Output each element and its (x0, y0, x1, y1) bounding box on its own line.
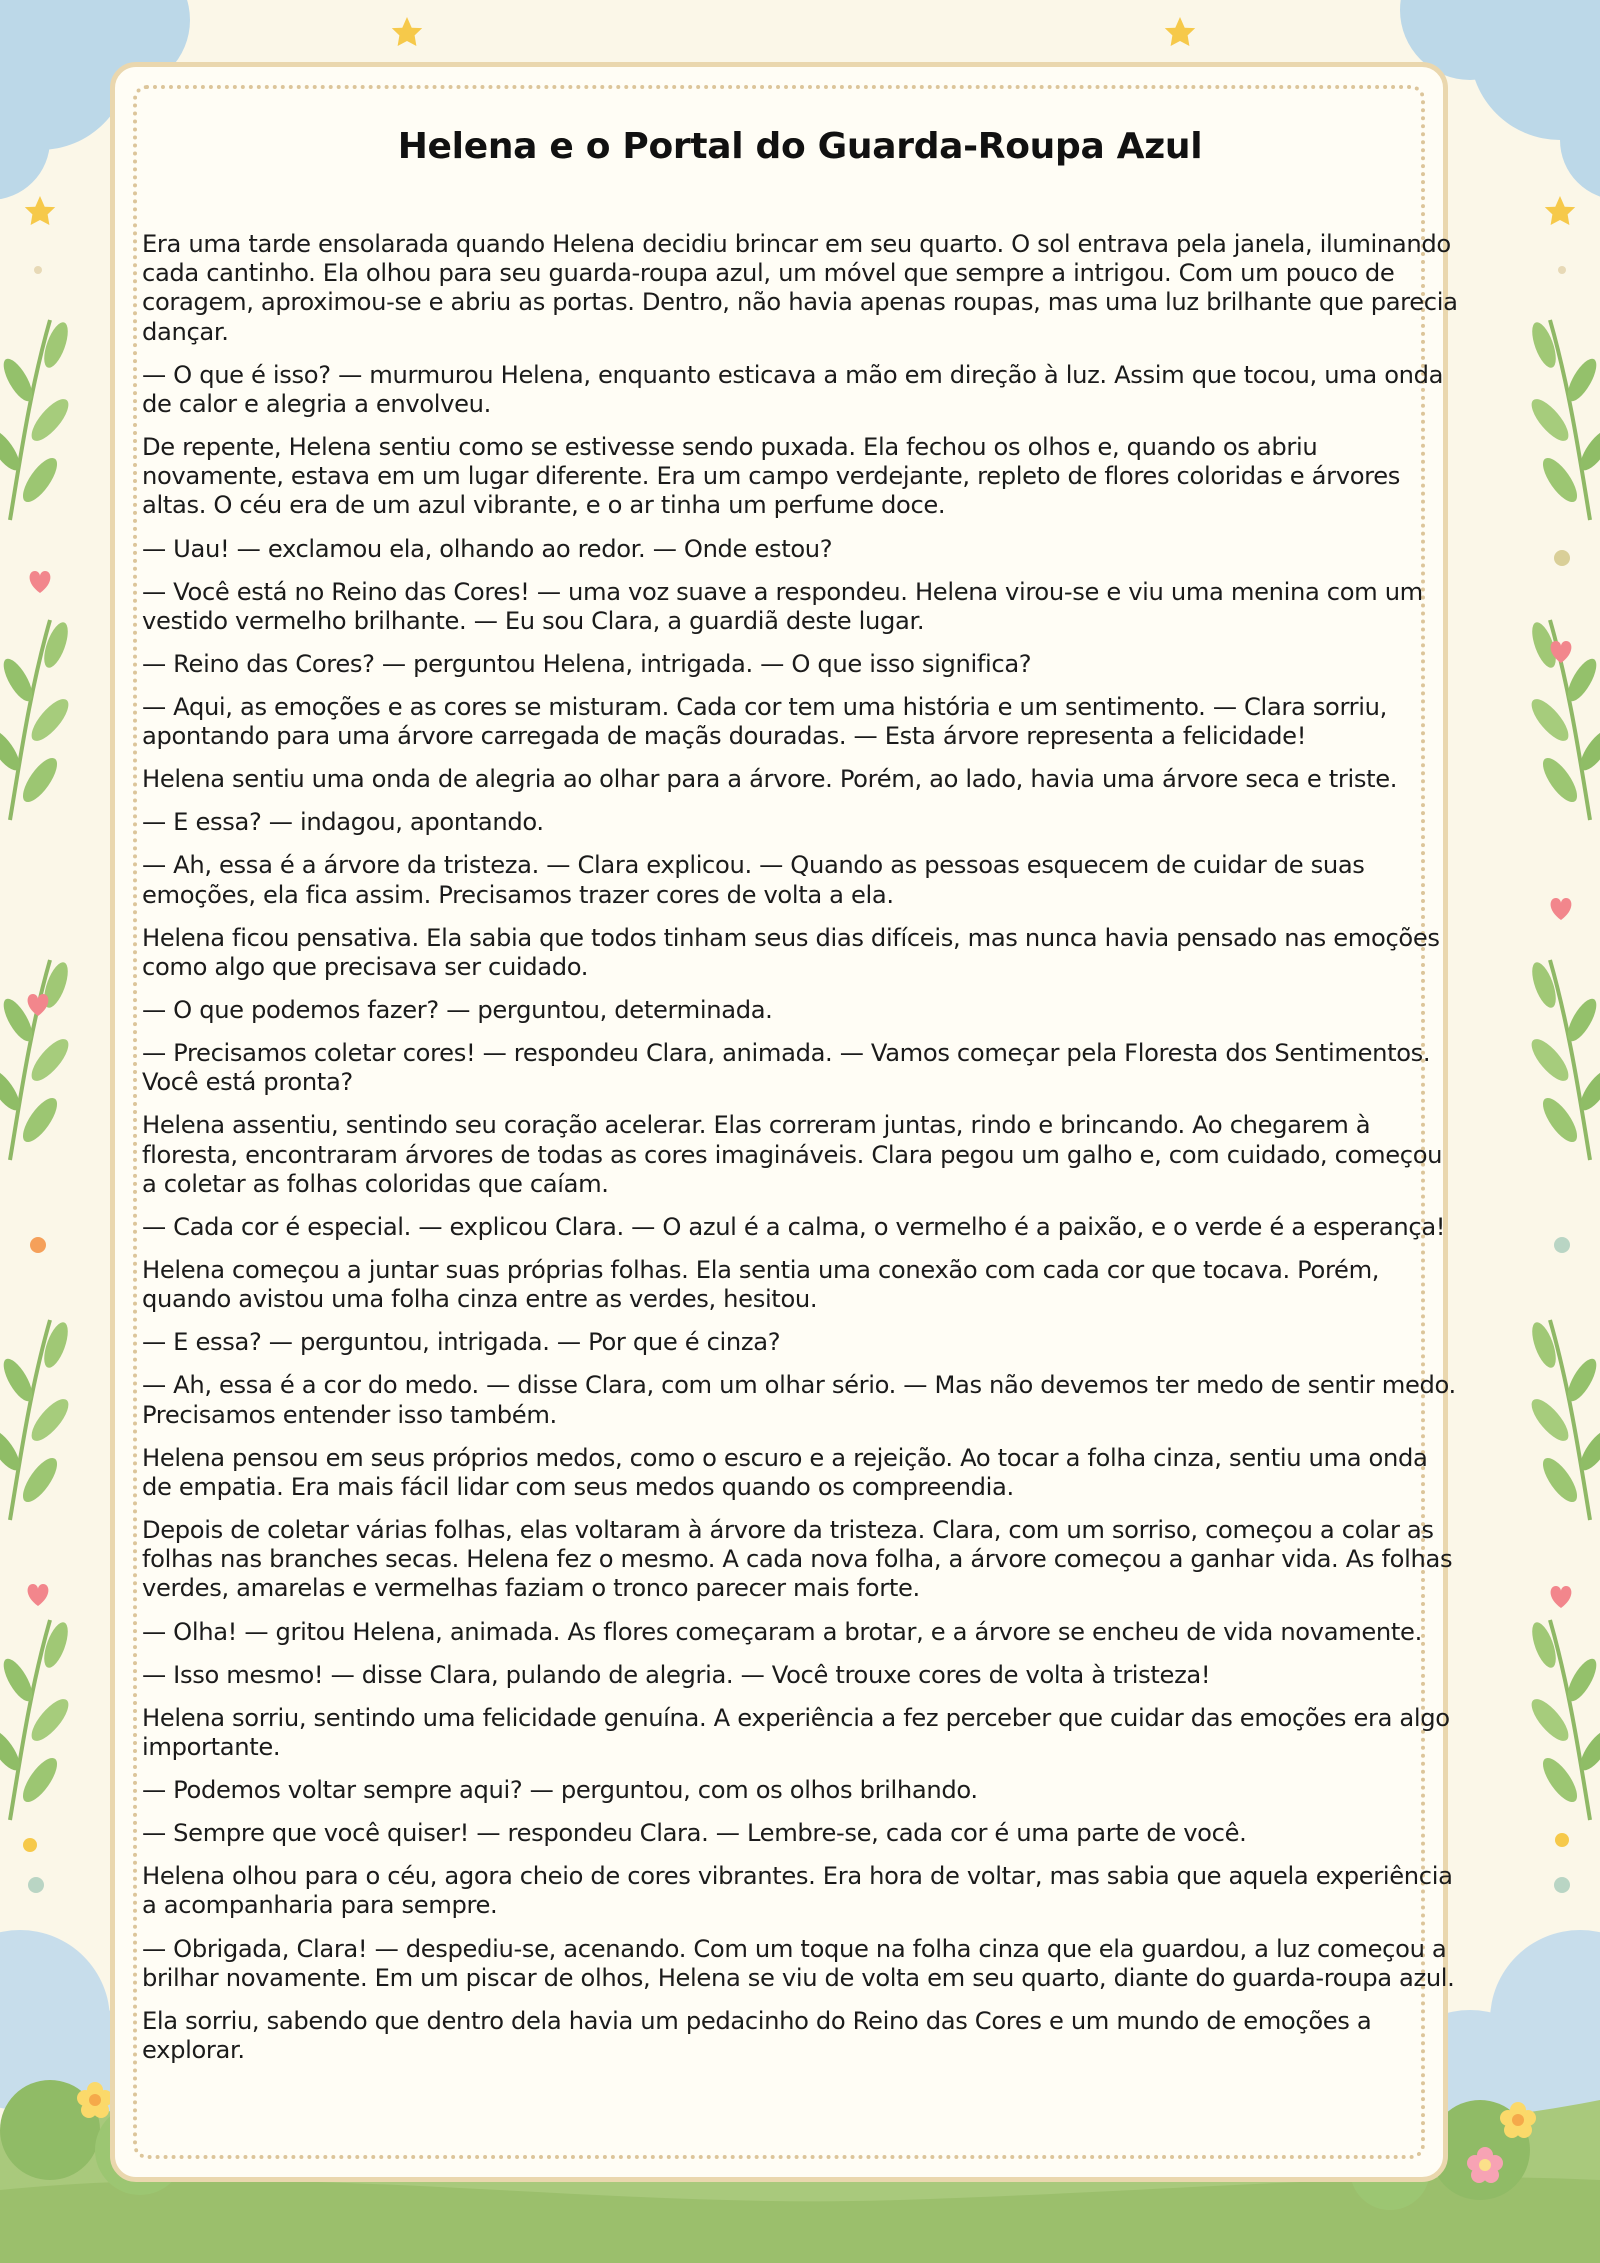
story-paragraph: — O que podemos fazer? — perguntou, determinada. (142, 996, 773, 1025)
story-paragraph: Era uma tarde ensolarada quando Helena decidiu brincar em seu quarto. O sol entrava pela janela, iluminando cada cantinho. Ela olhou para seu guarda-roupa azul, um móvel que sempre a intrigou. Com um pouco de coragem, aproximou-se e abriu as portas. Dentro, não havia apenas roupas, mas uma luz brilhante que parecia dançar. (142, 230, 1458, 346)
story-paragraph: Ela sorriu, sabendo que dentro dela havia um pedacinho do Reino das Cores e um mundo de emoções a explorar. (142, 2006, 1372, 2064)
story-paragraph: Depois de coletar várias folhas, elas voltaram à árvore da tristeza. Clara, com um sorriso, começou a colar as folhas nas branches secas. Helena fez o mesmo. A cada nova folha, a árvore começou a ganhar vida. As folhas verdes, amarelas e vermelhas faziam o tronco parecer mais forte. (142, 1516, 1453, 1603)
story-paragraph: Helena começou a juntar suas próprias folhas. Ela sentia uma conexão com cada cor que tocava. Porém, quando avistou uma folha cinza entre as verdes, hesitou. (142, 1256, 1380, 1314)
story-paragraph: Helena sentiu uma onda de alegria ao olhar para a árvore. Porém, ao lado, havia uma árvore seca e triste. (142, 765, 1398, 794)
story-body (142, 230, 1462, 2079)
story-paragraph: — Precisamos coletar cores! — respondeu Clara, animada. — Vamos começar pela Floresta dos Sentimentos. Você está pronta? (142, 1039, 1431, 1097)
story-paragraph: De repente, Helena sentiu como se estivesse sendo puxada. Ela fechou os olhos e, quando os abriu novamente, estava em um lugar diferente. Era um campo verdejante, repleto de flores coloridas e árvores altas. O céu era de um azul vibrante, e o ar tinha um perfume doce. (142, 433, 1400, 520)
story-paragraph: — Obrigada, Clara! — despediu-se, acenando. Com um toque na folha cinza que ela guardou, a luz começou a brilhar novamente. Em um piscar de olhos, Helena se viu de volta em seu quarto, diante do guarda-roupa azul. (142, 1934, 1455, 1992)
heart-icon (1551, 898, 1572, 920)
star-icon (1545, 196, 1575, 225)
story-paragraph: — Ah, essa é a cor do medo. — disse Clara, com um olhar sério. — Mas não devemos ter medo de sentir medo. Precisamos entender isso também. (142, 1371, 1456, 1429)
story-paragraph: Helena ficou pensativa. Ela sabia que todos tinham seus dias difíceis, mas nunca havia pensado nas emoções como algo que precisava ser cuidado. (142, 923, 1440, 981)
story-paragraph: — E essa? — perguntou, intrigada. — Por que é cinza? (142, 1328, 781, 1357)
story-paragraph: — Uau! — exclamou ela, olhando ao redor. — Onde estou? (142, 534, 833, 563)
star-icon (25, 196, 55, 225)
story-paragraph: — O que é isso? — murmurou Helena, enquanto esticava a mão em direção à luz. Assim que tocou, uma onda de calor e alegria a envolveu. (142, 360, 1444, 418)
leaf-branch-icon (1526, 1319, 1600, 1520)
star-icon (392, 17, 422, 46)
heart-icon (30, 571, 51, 593)
heart-icon (28, 994, 49, 1016)
story-title: Helena e o Portal do Guarda-Roupa Azul (397, 126, 1203, 167)
leaf-branch-icon (0, 319, 74, 520)
story-paragraph: — Isso mesmo! — disse Clara, pulando de alegria. — Você trouxe cores de volta à tristeza! (142, 1660, 1211, 1689)
story-paragraph: — Sempre que você quiser! — respondeu Clara. — Lembre-se, cada cor é uma parte de você. (142, 1819, 1247, 1848)
leaf-branch-icon (1526, 1619, 1600, 1820)
story-paragraph: — Aqui, as emoções e as cores se misturam. Cada cor tem uma história e um sentimento. — Clara sorriu, apontando para uma árvore carregada de maçãs douradas. — Esta árvore representa a felicidade! (142, 692, 1387, 751)
heart-icon (1551, 1586, 1572, 1608)
leaf-branch-icon (0, 1619, 74, 1820)
story-paragraph: — Olha! — gritou Helena, animada. As flores começaram a brotar, e a árvore se encheu de vida novamente. (142, 1617, 1422, 1646)
leaf-branch-icon (0, 619, 74, 820)
story-paragraph: — Você está no Reino das Cores! — uma voz suave a respondeu. Helena virou-se e viu uma menina com um vestido vermelho brilhante. — Eu sou Clara, a guardiã deste lugar. (142, 577, 1423, 635)
story-paragraph: Helena assentiu, sentindo seu coração acelerar. Elas correram juntas, rindo e brincando. Ao chegarem à floresta, encontraram árvores de todas as cores imagináveis. Clara pegou um galho e, com cuidado, começou a coletar as folhas coloridas que caíam. (142, 1111, 1443, 1198)
story-paragraph: Helena pensou em seus próprios medos, como o escuro e a rejeição. Ao tocar a folha cinza, sentiu uma onda de empatia. Era mais fácil lidar com seus medos quando os compreendia. (142, 1443, 1428, 1501)
heart-icon (28, 1584, 49, 1606)
story-paragraph: — Reino das Cores? — perguntou Helena, intrigada. — O que isso significa? (142, 649, 1032, 678)
star-icon (1165, 17, 1195, 46)
story-paragraph: — Podemos voltar sempre aqui? — perguntou, com os olhos brilhando. (142, 1776, 978, 1805)
story-paragraph: Helena olhou para o céu, agora cheio de cores vibrantes. Era hora de voltar, mas sabia que aquela experiência a acompanharia para sempre. (142, 1862, 1453, 1920)
leaf-branch-icon (0, 959, 74, 1160)
story-paragraph: Helena sorriu, sentindo uma felicidade genuína. A experiência a fez perceber que cuidar das emoções era algo importante. (142, 1703, 1450, 1761)
story-paragraph: — Ah, essa é a árvore da tristeza. — Clara explicou. — Quando as pessoas esquecem de cuidar de suas emoções, ela fica assim. Precisamos trazer cores de volta a ela. (142, 851, 1365, 909)
story-paragraph: — Cada cor é especial. — explicou Clara. — O azul é a calma, o vermelho é a paixão, e o verde é a esperança! (142, 1212, 1446, 1241)
leaf-branch-icon (0, 1319, 74, 1520)
leaf-branch-icon (1526, 319, 1600, 520)
leaf-branch-icon (1526, 959, 1600, 1160)
story-paragraph: — E essa? — indagou, apontando. (142, 808, 544, 837)
